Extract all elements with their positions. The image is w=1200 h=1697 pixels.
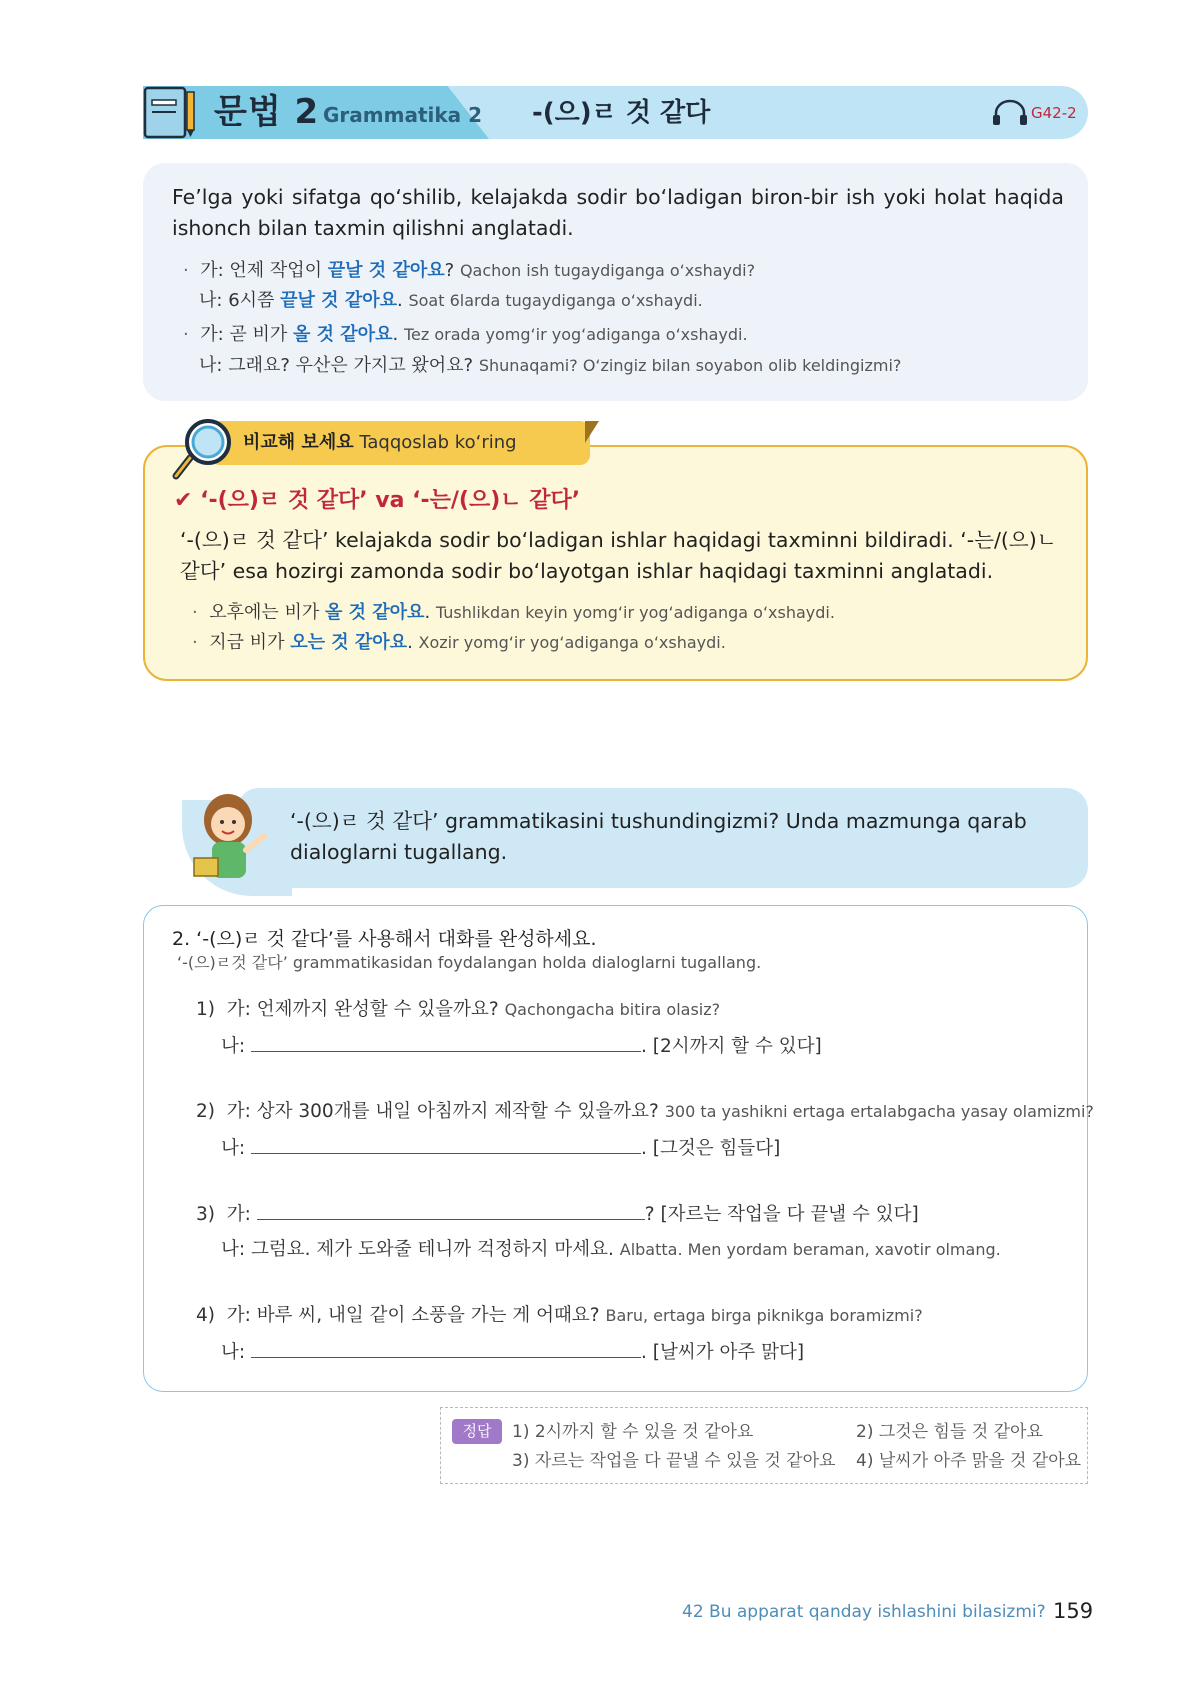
answer-blank[interactable] <box>251 1134 641 1154</box>
example-line: · 가: 곧 비가 올 것 같아요. Tez orada yomg‘ir yog‘adiganga o‘xshaydi. <box>183 324 748 345</box>
exercise-answer-line: 나: . [날씨가 아주 맑다] <box>221 1338 804 1367</box>
magnifier-icon <box>170 418 236 482</box>
instruction-text: ‘-(으)ㄹ 것 같다’ grammatikasini tushundingizmi? Unda mazmunga qarab dialoglarni tugallang. <box>290 809 1027 864</box>
answer-item: 4) 날씨가 아주 맑을 것 같아요 <box>856 1451 1082 1471</box>
answer-item: 2) 그것은 힘들 것 같아요 <box>856 1422 1043 1442</box>
exercise-subtitle: ‘-(으)ㄹ것 같다’ grammatikasidan foydalangan holda dialoglarni tugallang. <box>177 953 762 972</box>
compare-example: · 지금 비가 오는 것 같아요. Xozir yomg‘ir yog‘adiganga o‘xshaydi. <box>192 632 726 653</box>
exercise-item-line: 4) 가: 바루 씨, 내일 같이 소풍을 가는 게 어때요? Baru, ertaga birga piknikga boramizmi? <box>196 1305 923 1326</box>
answer-item: 1) 2시까지 할 수 있을 것 같아요 <box>512 1422 754 1442</box>
exercise-answer-line: 나: . [그것은 힘들다] <box>221 1134 780 1163</box>
notebook-pencil-icon <box>143 86 197 139</box>
answer-key-badge: 정답 <box>452 1419 502 1444</box>
explanation-text: Fe’lga yoki sifatga qo‘shilib, kelajakda sodir bo‘ladigan biron-bir ish yoki holat haqida ishonch bilan taxmin qilishni anglatadi. <box>172 185 1064 240</box>
answer-blank[interactable] <box>257 1200 645 1220</box>
compare-heading: ✔ ‘-(으)ㄹ 것 같다’ va ‘-는/(으)ㄴ 같다’ <box>174 488 581 513</box>
audio-track-code[interactable]: G42-2 <box>1031 104 1077 122</box>
compare-tab-label: 비교해 보세요 Taqqoslab ko‘ring <box>243 432 517 453</box>
answer-item: 3) 자르는 작업을 다 끝낼 수 있을 것 같아요 <box>512 1451 836 1471</box>
headphones-icon[interactable] <box>990 99 1030 127</box>
exercise-title: 2. ‘-(으)ㄹ 것 같다’를 사용해서 대화를 완성하세요. <box>172 928 597 950</box>
compare-text: ‘-(으)ㄹ 것 같다’ kelajakda sodir bo‘ladigan ishlar haqidagi taxminni bildiradi. ‘-는/(으)ㄴ 같다’ esa hozirgi zamonda sodir bo‘layotgan ishlar haqidagi taxminni anglatadi. <box>180 528 1057 583</box>
answer-blank[interactable] <box>251 1338 641 1358</box>
page-number: 159 <box>1053 1599 1094 1623</box>
teacher-avatar-icon <box>188 788 278 888</box>
section-title: 문법 2 <box>214 92 320 132</box>
exercise-answer-line: 나: . [2시까지 할 수 있다] <box>221 1032 822 1061</box>
exercise-item-line: 3) 가: ? [자르는 작업을 다 끝낼 수 있다] <box>196 1200 919 1229</box>
section-subtitle: Grammatika 2 <box>323 103 483 127</box>
exercise-answer-line: 나: 그럼요. 제가 도와줄 테니까 걱정하지 마세요. Albatta. Men yordam beraman, xavotir olmang. <box>221 1239 1001 1260</box>
answer-blank[interactable] <box>251 1032 641 1052</box>
footer-lesson-title: 42 Bu apparat qanday ishlashini bilasizmi? <box>682 1602 1046 1622</box>
exercise-item-line: 1) 가: 언제까지 완성할 수 있을까요? Qachongacha bitira olasiz? <box>196 999 721 1020</box>
checkmark-icon: ✔ <box>174 488 193 513</box>
exercise-item-line: 2) 가: 상자 300개를 내일 아침까지 제작할 수 있을까요? 300 ta yashikni ertaga ertalabgacha yasay olamizmi? <box>196 1101 1094 1122</box>
example-line: · 가: 언제 작업이 끝날 것 같아요? Qachon ish tugaydiganga o‘xshaydi? <box>183 260 756 281</box>
grammar-pattern: -(으)ㄹ 것 같다 <box>532 98 711 128</box>
example-line: 나: 그래요? 우산은 가지고 왔어요? Shunaqami? O‘zingiz bilan soyabon olib keldingizmi? <box>199 355 902 376</box>
compare-tab-fold <box>585 421 599 443</box>
example-line: 나: 6시쯤 끝날 것 같아요. Soat 6larda tugaydiganga o‘xshaydi. <box>199 290 703 311</box>
compare-example: · 오후에는 비가 올 것 같아요. Tushlikdan keyin yomg‘ir yog‘adiganga o‘xshaydi. <box>192 602 835 623</box>
